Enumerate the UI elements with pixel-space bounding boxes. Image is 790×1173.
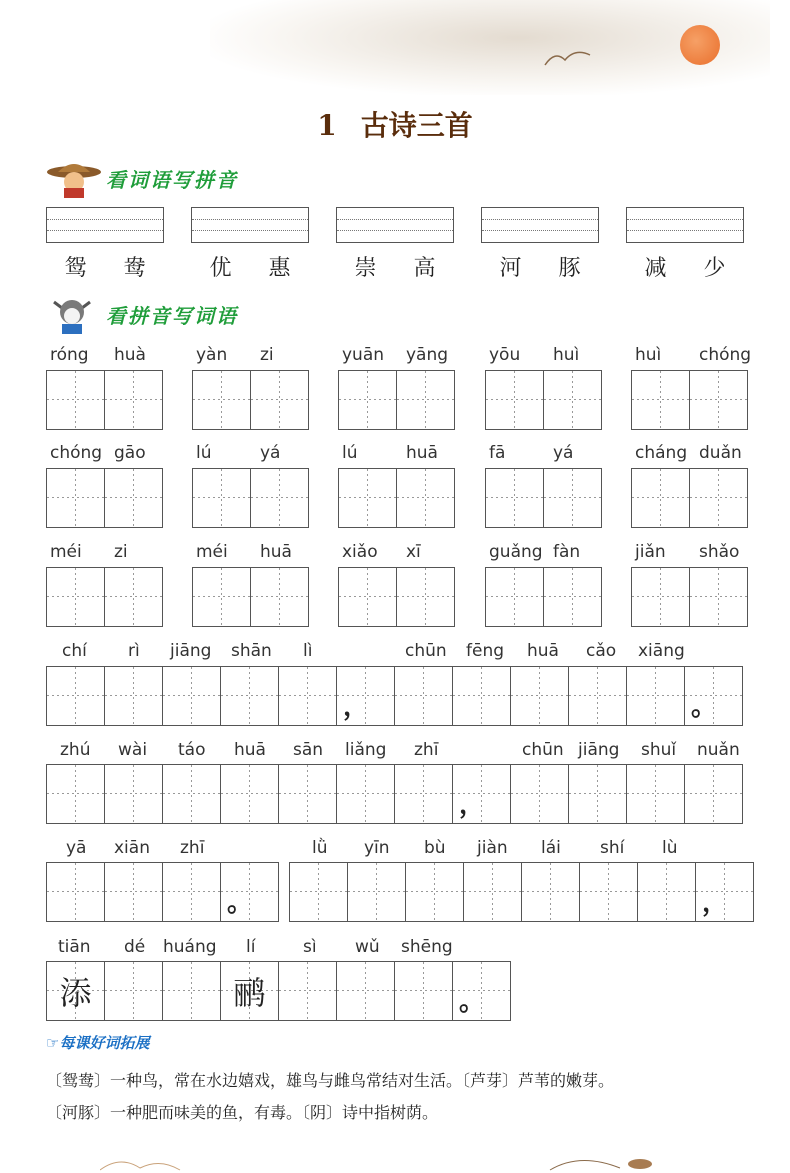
pinyin-label: lì xyxy=(303,641,313,661)
vocab-char: 豚 xyxy=(558,256,581,281)
punctuation-mark: 。 xyxy=(459,987,486,1017)
tianzige-grid xyxy=(631,370,748,430)
tianzige-grid xyxy=(46,666,743,726)
pinyin-label: méi xyxy=(50,542,82,562)
pinyin-label: chūn xyxy=(405,641,447,661)
writing-cell[interactable] xyxy=(47,863,105,921)
writing-cell[interactable] xyxy=(638,863,696,921)
punctuation-mark: 。 xyxy=(691,692,718,722)
tianzige-grid xyxy=(485,567,602,627)
pinyin-label: shēng xyxy=(401,937,453,957)
pinyin-writing-box[interactable] xyxy=(626,207,744,243)
guide-line xyxy=(482,230,598,231)
tianzige-grid xyxy=(338,567,455,627)
pinyin-writing-box[interactable] xyxy=(191,207,309,243)
guide-line xyxy=(192,219,308,220)
pinyin-label: gāo xyxy=(114,443,146,463)
pinyin-label: chóng xyxy=(50,443,103,463)
writing-cell[interactable] xyxy=(193,469,251,527)
guide-line xyxy=(337,219,453,220)
given-character: 添 xyxy=(59,974,92,1012)
tianzige-grid xyxy=(46,764,743,824)
pinyin-label: yōu xyxy=(489,345,521,365)
pinyin-label: zi xyxy=(260,345,274,365)
pinyin-writing-box[interactable] xyxy=(481,207,599,243)
writing-cell[interactable] xyxy=(690,568,748,626)
vocab-char: 少 xyxy=(703,256,726,281)
pinyin-label: cháng xyxy=(635,443,688,463)
writing-cell[interactable] xyxy=(627,667,685,725)
writing-cell[interactable] xyxy=(339,568,397,626)
writing-cell[interactable] xyxy=(685,765,743,823)
writing-cell[interactable] xyxy=(395,765,453,823)
vocab-word xyxy=(191,251,309,282)
vocab-char: 惠 xyxy=(268,256,291,281)
writing-cell[interactable] xyxy=(105,667,163,725)
pinyin-label: sān xyxy=(293,740,324,760)
tianzige-grid xyxy=(46,468,163,528)
pinyin-label: xiān xyxy=(114,838,150,858)
writing-cell[interactable] xyxy=(221,667,279,725)
writing-cell[interactable] xyxy=(406,863,464,921)
straw-hat-kid-icon xyxy=(46,158,98,198)
tianzige-grid xyxy=(338,468,455,528)
pinyin-label: lú xyxy=(196,443,212,463)
vocab-char: 优 xyxy=(209,256,232,281)
pinyin-label: bù xyxy=(424,838,446,858)
tianzige-grid xyxy=(485,468,602,528)
pinyin-label: huā xyxy=(260,542,292,562)
pinyin-label: chóng xyxy=(699,345,752,365)
pinyin-label: zi xyxy=(114,542,128,562)
given-character: 鹂 xyxy=(233,974,266,1012)
writing-cell[interactable] xyxy=(464,863,522,921)
writing-cell[interactable] xyxy=(696,863,754,921)
vocab-word xyxy=(46,251,164,282)
tianzige-grid xyxy=(631,567,748,627)
writing-cell[interactable] xyxy=(569,667,627,725)
writing-cell[interactable] xyxy=(453,667,511,725)
pinyin-label: fàn xyxy=(553,542,581,562)
guide-line xyxy=(192,230,308,231)
pinyin-label: huì xyxy=(553,345,580,365)
guide-line xyxy=(482,219,598,220)
tianzige-grid xyxy=(46,961,511,1021)
writing-cell[interactable] xyxy=(105,469,163,527)
writing-cell[interactable] xyxy=(348,863,406,921)
writing-cell[interactable] xyxy=(486,371,544,429)
writing-cell[interactable] xyxy=(544,568,602,626)
pinyin-label: lǜ xyxy=(312,838,328,858)
writing-cell[interactable] xyxy=(163,962,221,1020)
vocab-char: 鸳 xyxy=(64,256,87,281)
pinyin-label: yīn xyxy=(364,838,390,858)
section-header-pinyin-to-words xyxy=(46,294,238,334)
guide-line xyxy=(47,230,163,231)
writing-cell[interactable] xyxy=(453,765,511,823)
pinyin-label: shǎo xyxy=(699,542,740,562)
pinyin-label: xiǎo xyxy=(342,542,378,562)
punctuation-mark: ， xyxy=(343,692,370,722)
pinyin-label: shí xyxy=(600,838,625,858)
pinyin-label: nuǎn xyxy=(697,740,740,760)
writing-cell[interactable] xyxy=(221,765,279,823)
writing-cell[interactable] xyxy=(690,371,748,429)
punctuation-mark: 。 xyxy=(227,888,254,918)
pinyin-label: yā xyxy=(66,838,87,858)
writing-cell[interactable] xyxy=(627,765,685,823)
pinyin-label: fēng xyxy=(466,641,505,661)
pinyin-label: zhī xyxy=(414,740,439,760)
pinyin-label: lù xyxy=(662,838,678,858)
writing-cell[interactable] xyxy=(337,765,395,823)
guide-line xyxy=(627,230,743,231)
writing-cell[interactable] xyxy=(453,962,511,1020)
writing-cell[interactable] xyxy=(690,469,748,527)
writing-cell[interactable] xyxy=(395,667,453,725)
tianzige-grid xyxy=(192,370,309,430)
writing-cell[interactable] xyxy=(251,371,309,429)
extension-line-2: 〔河豚〕一种肥而味美的鱼，有毒。〔阴〕诗中指树荫。 xyxy=(46,1103,439,1122)
pinyin-label: lú xyxy=(342,443,358,463)
section1-label: 看词语写拼音 xyxy=(106,167,238,192)
pinyin-label: huā xyxy=(406,443,438,463)
vocab-word xyxy=(481,251,599,282)
pinyin-label: chí xyxy=(62,641,87,661)
writing-cell[interactable] xyxy=(47,667,105,725)
pinyin-label: róng xyxy=(50,345,89,365)
bottom-landscape-decoration xyxy=(100,1150,700,1173)
writing-cell[interactable] xyxy=(279,667,337,725)
pinyin-label: cǎo xyxy=(586,641,617,661)
pinyin-label: zhī xyxy=(180,838,205,858)
writing-cell[interactable] xyxy=(251,469,309,527)
writing-cell[interactable] xyxy=(105,568,163,626)
tianzige-grid xyxy=(192,567,309,627)
writing-cell[interactable] xyxy=(337,667,395,725)
pinyin-label: liǎng xyxy=(345,740,387,760)
writing-cell[interactable] xyxy=(339,469,397,527)
writing-cell[interactable] xyxy=(47,469,105,527)
punctuation-mark: ， xyxy=(702,888,729,918)
pinyin-writing-box[interactable] xyxy=(46,207,164,243)
writing-cell[interactable] xyxy=(544,469,602,527)
writing-cell[interactable] xyxy=(163,667,221,725)
writing-cell[interactable] xyxy=(221,962,279,1020)
pinyin-label: yá xyxy=(260,443,281,463)
pinyin-label: rì xyxy=(128,641,140,661)
pinyin-label: jiāng xyxy=(170,641,212,661)
pinyin-label: tiān xyxy=(58,937,91,957)
writing-cell[interactable] xyxy=(47,568,105,626)
pinyin-writing-box[interactable] xyxy=(336,207,454,243)
guide-line xyxy=(627,219,743,220)
bird-sketch-icon xyxy=(540,40,600,70)
tianzige-grid xyxy=(631,468,748,528)
pinyin-label: jiàn xyxy=(477,838,508,858)
tianzige-grid xyxy=(46,370,163,430)
writing-cell[interactable] xyxy=(47,371,105,429)
pinyin-label: méi xyxy=(196,542,228,562)
writing-cell[interactable] xyxy=(511,667,569,725)
pinyin-label: yuān xyxy=(342,345,385,365)
extension-line-1: 〔鸳鸯〕一种鸟，常在水边嬉戏，雄鸟与雌鸟常结对生活。〔芦芽〕芦苇的嫩芽。 xyxy=(46,1071,615,1090)
pinyin-label: shān xyxy=(231,641,272,661)
writing-cell[interactable] xyxy=(47,962,105,1020)
writing-cell[interactable] xyxy=(193,568,251,626)
writing-cell[interactable] xyxy=(221,863,279,921)
writing-cell[interactable] xyxy=(251,568,309,626)
pinyin-label: jiāng xyxy=(578,740,620,760)
pinyin-label: xī xyxy=(406,542,421,562)
cow-kid-icon xyxy=(46,294,98,334)
guide-line xyxy=(47,219,163,220)
lesson-number: 1 xyxy=(317,109,337,142)
writing-cell[interactable] xyxy=(632,469,690,527)
section2-label: 看拼音写词语 xyxy=(106,303,238,328)
writing-cell[interactable] xyxy=(397,469,455,527)
writing-cell[interactable] xyxy=(486,469,544,527)
pinyin-label: yāng xyxy=(406,345,449,365)
writing-cell[interactable] xyxy=(511,765,569,823)
writing-cell[interactable] xyxy=(544,371,602,429)
pinyin-label: guǎng xyxy=(489,542,543,562)
writing-cell[interactable] xyxy=(395,962,453,1020)
vocab-word xyxy=(336,251,454,282)
pinyin-label: fā xyxy=(489,443,506,463)
writing-cell[interactable] xyxy=(105,863,163,921)
writing-cell[interactable] xyxy=(163,863,221,921)
extension-heading: ☞每课好词拓展 xyxy=(46,1034,150,1052)
writing-cell[interactable] xyxy=(47,765,105,823)
pinyin-label: xiāng xyxy=(638,641,685,661)
writing-cell[interactable] xyxy=(193,371,251,429)
pinyin-label: táo xyxy=(178,740,206,760)
vocab-char: 河 xyxy=(499,256,522,281)
vocab-char: 高 xyxy=(413,256,436,281)
writing-cell[interactable] xyxy=(632,568,690,626)
pinyin-label: huā xyxy=(234,740,266,760)
pinyin-label: wài xyxy=(118,740,148,760)
writing-cell[interactable] xyxy=(522,863,580,921)
pinyin-label: sì xyxy=(303,937,317,957)
vocab-char: 减 xyxy=(644,256,667,281)
pinyin-label: jiǎn xyxy=(635,542,666,562)
writing-cell[interactable] xyxy=(580,863,638,921)
writing-cell[interactable] xyxy=(486,568,544,626)
writing-cell[interactable] xyxy=(569,765,627,823)
vocab-char: 崇 xyxy=(354,256,377,281)
punctuation-mark: ， xyxy=(459,790,486,820)
writing-cell[interactable] xyxy=(632,371,690,429)
tianzige-grid xyxy=(46,567,163,627)
pinyin-label: yá xyxy=(553,443,574,463)
pinyin-label: shuǐ xyxy=(641,740,677,760)
sun-decoration xyxy=(680,25,720,65)
writing-cell[interactable] xyxy=(105,962,163,1020)
pinyin-label: lí xyxy=(246,937,256,957)
vocab-word xyxy=(626,251,744,282)
writing-cell[interactable] xyxy=(397,371,455,429)
lesson-title: 古诗三首 xyxy=(360,109,473,142)
writing-cell[interactable] xyxy=(339,371,397,429)
pinyin-label: huáng xyxy=(163,937,217,957)
pinyin-label: duǎn xyxy=(699,443,742,463)
pinyin-label: dé xyxy=(124,937,146,957)
tianzige-grid xyxy=(289,862,754,922)
tianzige-grid xyxy=(192,468,309,528)
pinyin-label: zhú xyxy=(60,740,91,760)
page-title xyxy=(0,104,790,144)
section-header-words-to-pinyin xyxy=(46,158,238,198)
writing-cell[interactable] xyxy=(279,765,337,823)
pinyin-label: huì xyxy=(635,345,662,365)
writing-cell[interactable] xyxy=(279,962,337,1020)
vocab-char: 鸯 xyxy=(123,256,146,281)
pinyin-label: chūn xyxy=(522,740,564,760)
writing-cell[interactable] xyxy=(685,667,743,725)
writing-cell[interactable] xyxy=(105,765,163,823)
pinyin-label: yàn xyxy=(196,345,228,365)
tianzige-grid xyxy=(485,370,602,430)
tianzige-grid xyxy=(338,370,455,430)
pinyin-label: wǔ xyxy=(355,937,380,957)
writing-cell[interactable] xyxy=(105,371,163,429)
writing-cell[interactable] xyxy=(337,962,395,1020)
guide-line xyxy=(337,230,453,231)
pinyin-label: huā xyxy=(527,641,559,661)
writing-cell[interactable] xyxy=(290,863,348,921)
pinyin-label: lái xyxy=(541,838,561,858)
writing-cell[interactable] xyxy=(163,765,221,823)
writing-cell[interactable] xyxy=(397,568,455,626)
tianzige-grid xyxy=(46,862,279,922)
pinyin-label: huà xyxy=(114,345,146,365)
